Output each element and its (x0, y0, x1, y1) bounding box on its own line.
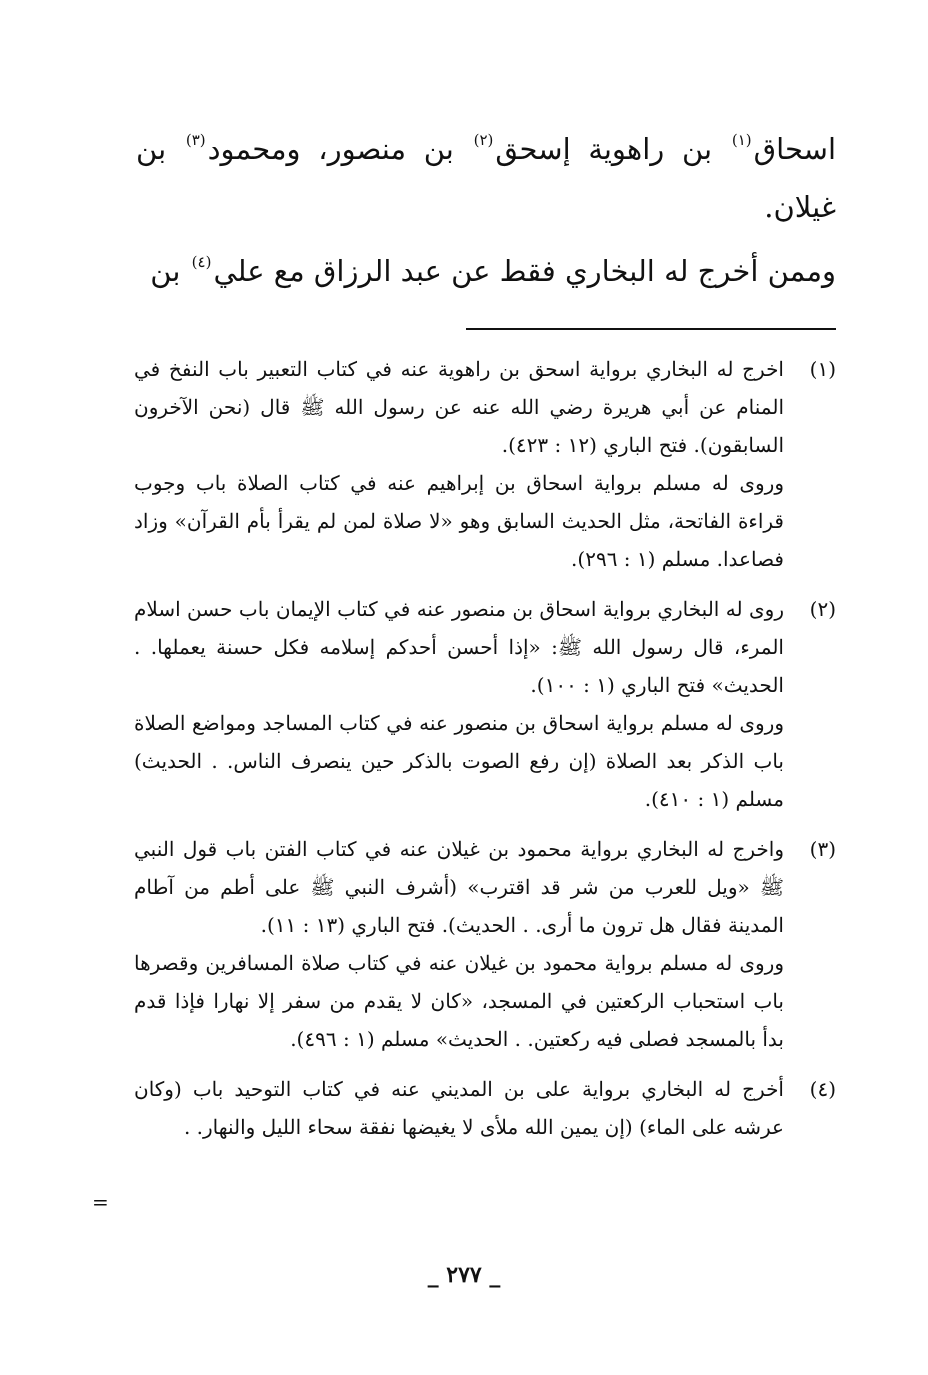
footnotes (134, 350, 836, 1158)
footnote-2 (134, 590, 836, 818)
footnote-paragraph: وروى له مسلم برواية محمود بن غيلان عنه في كتاب صلاة المسافرين وقصرها باب استحباب الركعتين في المسجد، «كان لا يقدم من سفر إلا نهارا فإذا قدم بدأ بالمسجد فصلى فيه ركعتين. . الحديث» مسلم (١ : ٤٩٦). (134, 951, 784, 1051)
footnote-number: (٣) (809, 837, 836, 861)
main-text-segment: بن (150, 254, 181, 288)
main-paragraph-1 (136, 120, 836, 236)
footnote-4 (134, 1070, 836, 1146)
footnote-paragraph: روى له البخاري برواية اسحاق بن منصور عنه في كتاب الإيمان باب حسن اسلام المرء، قال رسول الله ﷺ: «إذا أحسن أحدكم إسلامه فكل حسنة يعملها. . الحديث» فتح الباري (١ : ١٠٠). (134, 597, 784, 697)
footnote-1 (134, 350, 836, 578)
footnote-ref-4[interactable]: (٤) (191, 253, 212, 271)
footnote-3 (134, 830, 836, 1058)
main-text-segment: اسحاق (753, 132, 837, 166)
footnote-paragraph: أخرج له البخاري برواية على بن المديني عنه في كتاب التوحيد باب (وكان عرشه على الماء) (إن يمين الله ملأى لا يغيضها نفقة سحاء الليل والنهار. . (134, 1077, 784, 1139)
footnote-paragraph: اخرج له البخاري برواية اسحق بن راهوية عنه في كتاب التعبير باب النفخ في المنام عن أبي هريرة رضي الله عنه عن رسول الله ﷺ قال (نحن الآخرون السابقون). فتح الباري (١٢ : ٤٢٣). (134, 357, 785, 457)
footnote-number: (١) (809, 357, 836, 381)
footnote-separator (466, 328, 836, 330)
main-text-segment: وممن أخرج له البخاري فقط عن عبد الرزاق مع علي (213, 254, 836, 288)
footnote-number: (٤) (809, 1077, 836, 1101)
page-number: _ ٢٧٧ _ (427, 1262, 501, 1288)
footnote-ref-2[interactable]: (٢) (473, 131, 494, 149)
main-text-segment: بن راهوية إسحق (495, 132, 713, 166)
continuation-mark: = (92, 1190, 109, 1214)
footnote-paragraph: وروى له مسلم برواية اسحاق بن إبراهيم عنه في كتاب الصلاة باب وجوب قراءة الفاتحة، مثل الحديث السابق وهو «لا صلاة لمن لم يقرأ بأم القرآن» وزاد فصاعدا. مسلم (١ : ٢٩٦). (134, 471, 784, 571)
main-text (136, 120, 836, 300)
main-text-segment: بن غيلان. (136, 132, 836, 224)
main-text-segment: بن منصور، ومحمود (207, 132, 454, 166)
footnote-paragraph: وروى له مسلم برواية اسحاق بن منصور عنه في كتاب المساجد ومواضع الصلاة باب الذكر بعد الصلاة (إن رفع الصوت بالذكر حين ينصرف الناس. . الحديث) مسلم (١ : ٤١٠). (134, 711, 784, 811)
main-paragraph-2 (136, 242, 836, 300)
footnote-number: (٢) (809, 597, 836, 621)
footnote-ref-1[interactable]: (١) (731, 131, 752, 149)
footnote-ref-3[interactable]: (٣) (185, 131, 206, 149)
footnote-paragraph: واخرج له البخاري برواية محمود بن غيلان عنه في كتاب الفتن باب قول النبي ﷺ «ويل للعرب من شر قد اقترب» (أشرف النبي ﷺ على أطم من آطام المدينة فقال هل ترون ما أرى. . الحديث). فتح الباري (١٣ : ١١). (134, 837, 784, 937)
